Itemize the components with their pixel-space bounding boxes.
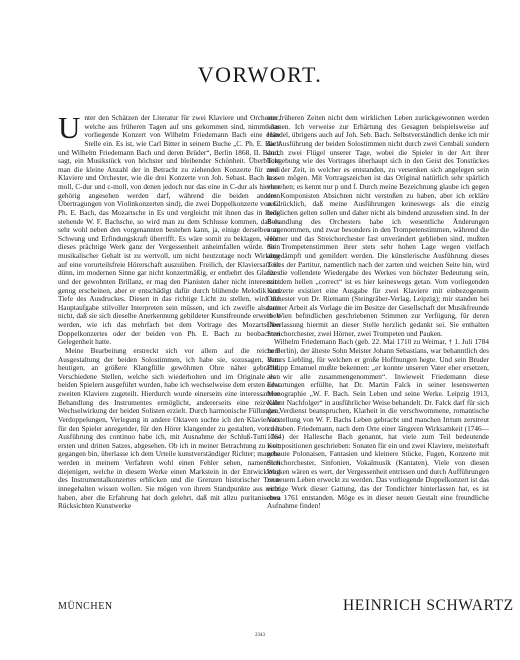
paragraph: aus früheren Zeiten nicht dem wirklichen Leben zurückgewonnen werden können. Ich verweise zur Erhärtung des Gesagten beispielsweise auf Händel, übrigens auch auf Joh. Seb. Bach. Selbstverständlich denke ich mir die Ausführung der beiden Solostimmen nicht durch zwei Cembali sondern durch zwei Flügel unserer Tage, wobei die Spieler in der Art ihrer Tongebung wie des Vortrages überhaupt sich in den Geist des Tonstückes und der Zeit, in welcher es entstanden, zu versenken sich angelegen sein lassen mögen. Mit Vortragszeichen ist das Original natürlich sehr spärlich versehen; es kennt nur p und f. Durch meine Bezeichnung glaube ich gegen des Komponisten Absichten nicht verstoßen zu haben, aber ich erkläre ausdrücklich, daß meine Ausführungen keineswegs als die einzig möglichen gelten sollen und daher nicht als bindend anzusehen sind. In der Behandlung des Orchesters habe ich wesentliche Änderungen vorgenommen, und zwar besonders in den Trompetenstimmen, während die Hörner und das Streichorchester fast unverändert geblieben sind, mußten die Trompetenstimmen ihrer stets sehr hohen Lage wegen vielfach abgedämpft und gemildert werden. Die künstlerische Ausführung dieses Teiles der Partitur, namentlich nach der zarten und weichen Seite hin, wird für die vollendete Wiedergabe des Werkes von höchster Bedeutung sein, mit dem hellen „correct“ ist es hier keineswegs getan. Vom vorliegenden Konzerte existiert eine Ausgabe für zwei Klaviere mit einbezogenem Orchester von Dr. Riemann (Steingräber-Verlag, Leipzig); mir standen bei meiner Arbeit als Vorlage die im Besitze der Gesellschaft der Musikfreunde in Wien befindlichen geschriebenen Stimmen zur Verfügung, für deren Überlassung hiermit an dieser Stelle herzlich gedankt sei. Sie enthalten Streichorchester, zwei Hörner, zwei Trompeten und Pauken. bbox=[267, 114, 489, 338]
drop-cap: U bbox=[58, 114, 81, 145]
paragraph-text: nter den Schätzen der Literatur für zwei Klaviere und Orchester, welche aus früheren Tagen auf uns gekommen sind, nimmt das vorliegende Konzert von Wilhelm Friedemann Bach eine erste Stelle ein. Es ist, wie Carl Bitter in seinem Buche „C. Ph. E. Bach und Wilhelm Friedemann Bach und deren Brüder“, Berlin 1868, II. Band, sagt, ein Musikstück von höchster und bleibender Schönheit. Überblickt man die kleine Anzahl der in Betracht zu ziehenden Konzerte für zwei Klaviere und Orchester, wie die drei Konzerte von Joh. Sebast. Bach in c-moll, C-dur und c-moll, von denen jedoch nur das eine in C-dur als hierher gehörig angesehen werden darf, während die beiden anderen Übertragungen von Violinkonzerten sind), die zwei Doppelkonzerte von C. Ph. E. Bach, das Mozartsche in Es und vergleicht mit ihnen das in Rede stehende W. F. Bachsche, so wird man zu dem Schlusse kommen, daß es sehr wohl neben den vorgenannten bestehen kann, ja, einige derselben an Schwung und Erfindungskraft überrifft. Es wäre somit zu beklagen, wenn dieses prächtige Werk ganz der Vergessenheit anheimfallen würde. Sein musikalischer Gehalt ist zu wertvoll, um nicht heutzutage noch Wirkung auf eine vorurteilsfreie Hörerschaft auszuüben. Freilich, der Klaviersatz ist dünn, im modernen Sinne gar nicht konzertmäßig, er entbehrt des Glanzes und der gewohnten Brillanz, er mag den Pianisten daher nicht interessant genug erscheinen, aber er entschädigt dafür durch blühende Melodik und Tiefe des Ausdruckes. Diesen in das richtige Licht zu stellen, wird die Hauptaufgabe stilvoller Interpreten sein müssen, und ich zweifle alsdann nicht, daß sie sich dieselbe Anerkennung gebildeter Kunstfreunde erwerben werden, wie ich das mehrfach bei dem Vortrage des Mozartschen Doppelkonzertes oder der beiden von Ph. E. Bach zu beobachten Gelegenheit hatte. bbox=[58, 114, 280, 347]
page-title: VORWORT. bbox=[197, 62, 323, 87]
signature-name: HEINRICH SCHWARTZ bbox=[343, 597, 514, 614]
signature-place: MÜNCHEN bbox=[58, 601, 113, 612]
paragraph bbox=[58, 114, 280, 347]
right-column bbox=[267, 114, 489, 590]
plate-number: 2343 bbox=[255, 633, 265, 638]
paragraph: Meine Bearbeitung erstreckt sich vor allem auf die reichere Ausgestaltung der beiden Solostimmen, ich habe sie, sozusagen, dem heutigen, an größere Klangfülle gewöhnten Ohre näher gebracht. Verschiedene Stellen, welche sich wiederholten und im Originale von beiden Spielern ausgeführt wurden, habe ich wechselweise dem ersten oder zweiten Klaviere zugeteilt. Hierdurch wurde einerseits eine interessantere Behandlung des Instrumentes ermöglicht, andererseits eine reizvolle Wechselwirkung der beiden Solisten erzielt. Durch harmonische Füllungen, Verdoppelungen, Verlegung in andere Oktaven suchte ich den Klaviersatz für den Spieler anregender, für den Hörer klangender zu gestalten, von der Ausführung des continuo habe ich, mit Ausnahme der Schluß-Tutti des ersten und dritten Satzes, abgesehen. Ob ich in meiner Betrachtung zu weit gegangen bin, überlasse ich dem Urteile kunstverständiger Richter; manche werden in meinem Verfahren wohl einen Fehler sehen, namentlich diejenigen, welche in diesem Werke einen Markstein in der Entwicklung des Instrumentalkonzertes erblicken und die Grenzen historischer Treue innegehalten wissen wollen. Sie mögen von ihrem Standpunkte aus recht haben, aber die Erfahrung hat doch gelehrt, daß mit allzu puritanischen Rücksichten Kunstwerke bbox=[58, 345, 280, 511]
left-column bbox=[58, 114, 280, 590]
paragraph: Wilhelm Friedemann Bach (geb. 22. Mai 1710 zu Weimar, † 1. Juli 1784 zu Berlin), der älteste Sohn Meister Johann Sebastians, war behanntlich des Vaters Liebling, für welchen er große Hoffnungen hegte. Und sein Bruder Philipp Emanuel mußte bekennen: „er konnte unseren Vater eher ersetzen, als wir alle zusammengenommen“. Inwieweit Friedemann diese Erwartungen erfüllte, hat Dr. Martin Falck in seiner lesenswerten Monographie „W. F. Bach. Sein Leben und seine Werke. Leipzig 1913, Kahnt Nachfolger“ in ausführlicher Weise behandelt. Dr. Falck darf für sich das Verdienst beanspruchen, Klarheit in die verschwommene, romantische Vorstellung von W. F. Bachs Leben gebracht und manchen Irrtum zerstreut zu haben. Friedemann, nach dem Orte einer längeren Wirksamkeit (1746—1764) der Hallesche Bach genannt, hat viele zum Teil bedeutende Kompositionen geschrieben: Sonaten für ein und zwei Klaviere, meisterhaft gebaute Polonaisen, Fantasien und kleinere Stücke, Fugen, Konzerte mit Streichorchester, Sinfonien, Vokalmusik (Kantaten). Viele von diesen Werken wären es wert, der Vergessenheit entrissen und durch Aufführungen zu neuem Leben erweckt zu werden. Das vorliegende Doppelkonzert ist das einzige Werk dieser Gattung, das der Tondichter hinterlassen hat, es ist etwa 1761 entstanden. Möge es in dieser neuen Gestalt eine freundliche Aufnahme finden! bbox=[267, 337, 489, 511]
